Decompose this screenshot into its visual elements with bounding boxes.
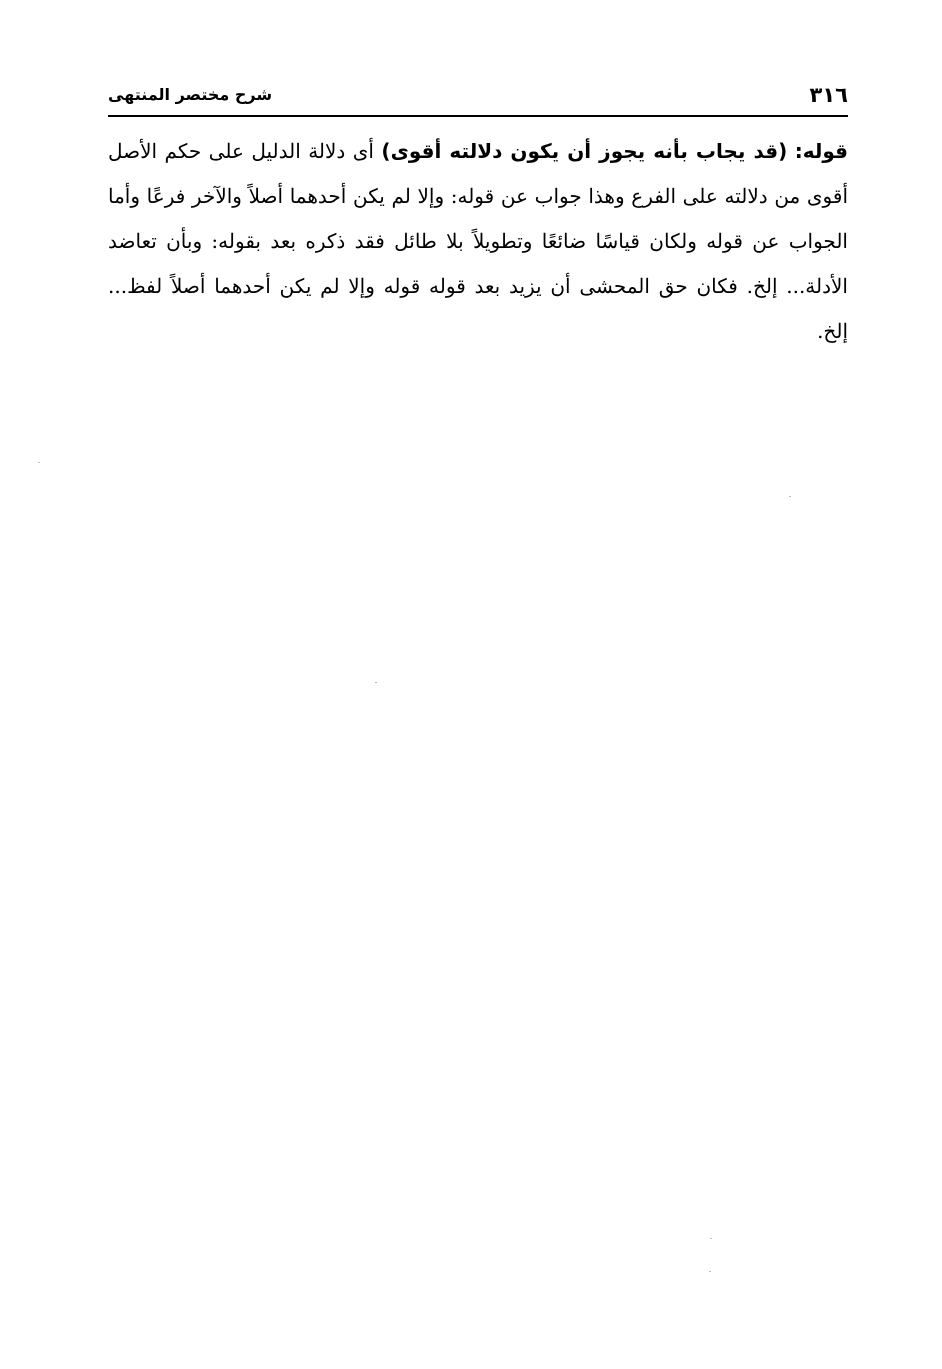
commentary-text: أى دلالة الدليل على حكم الأصل أقوى من دلالته على الفرع وهذا جواب عن قوله: وإلا لم يكن أحدهما أصلاً والآخر فرعًا وأما الجواب عن قوله ولكان قياسًا ضائعًا وتطويلاً بلا طائل فقد ذكره بعد بقوله: وبأن تعاضد الأدلة... إلخ. فكان حق المحشى أن يزيد بعد قوله قوله وإلا لم يكن أحدهما أصلاً لفظ... إلخ. xyxy=(108,139,848,343)
scan-speck xyxy=(709,1271,711,1272)
scan-speck xyxy=(375,682,377,683)
running-header xyxy=(108,80,848,114)
scan-speck xyxy=(38,462,40,463)
book-title: شرح مختصر المنتهى xyxy=(108,85,273,104)
commentary-paragraph xyxy=(108,129,848,354)
scan-speck xyxy=(710,1238,712,1239)
scan-speck xyxy=(789,496,791,497)
header-rule xyxy=(108,115,848,117)
lead-word: قوله: xyxy=(794,139,848,163)
quoted-lemma: (قد يجاب بأنه يجوز أن يكون دلالته أقوى) xyxy=(381,139,788,163)
page-number: ٣١٦ xyxy=(809,83,848,107)
